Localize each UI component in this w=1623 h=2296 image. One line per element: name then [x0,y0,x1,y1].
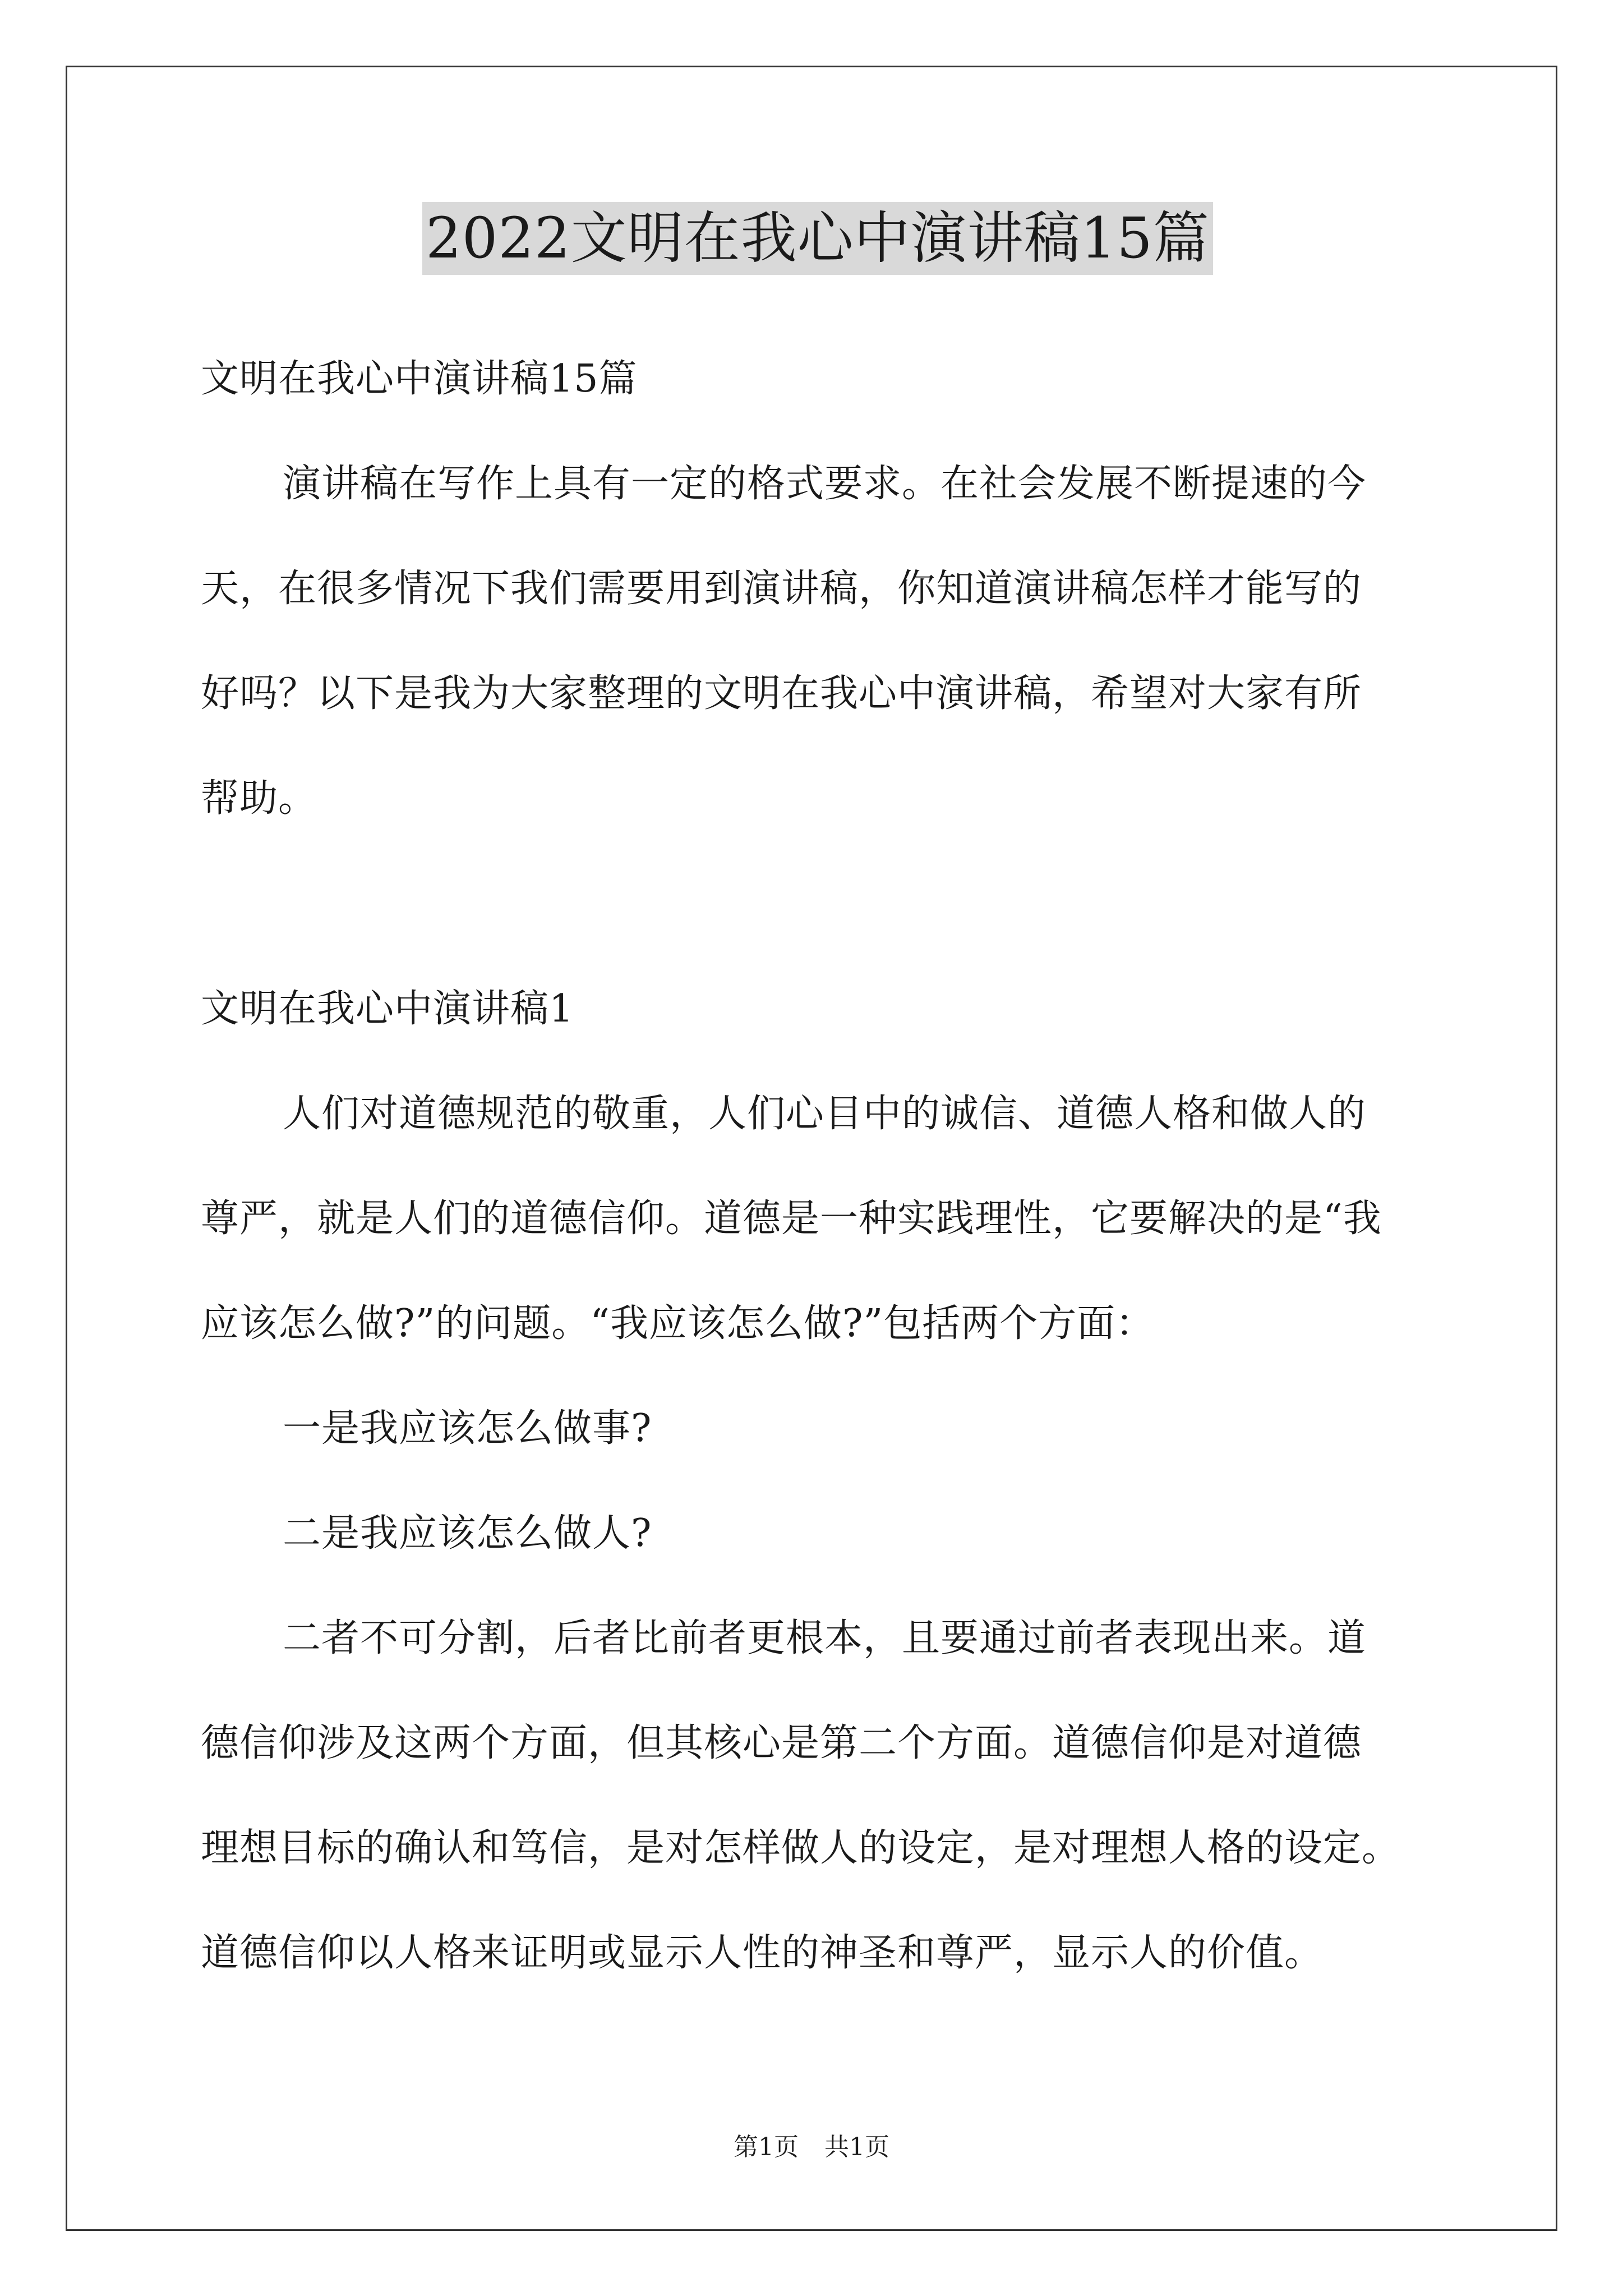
para2-line-1: 二者不可分割，后者比前者更根本，且要通过前者表现出来。道 [283,1616,1367,1660]
para2-line-2: 德信仰涉及这两个方面，但其核心是第二个方面。道德信仰是对道德 [201,1721,1362,1765]
title-container [201,202,1435,275]
para1-line-3: 应该怎么做?”的问题。“我应该怎么做?”包括两个方面： [201,1301,1155,1346]
page-footer [0,2132,1623,2163]
intro-line-3: 好吗？以下是我为大家整理的文明在我心中演讲稿，希望对大家有所 [201,671,1362,716]
para1-line-1: 人们对道德规范的敬重，人们心目中的诚信、道德人格和做人的 [283,1092,1367,1136]
para1-line-2: 尊严，就是人们的道德信仰。道德是一种实践理性，它要解决的是“我 [201,1197,1382,1241]
point-2: 二是我应该怎么做人? [283,1511,652,1556]
para2-line-3: 理想目标的确认和笃信，是对怎样做人的设定，是对理想人格的设定。 [201,1826,1401,1870]
intro-line-4: 帮助。 [201,776,317,821]
section-heading: 文明在我心中演讲稿1 [201,987,574,1031]
intro-line-2: 天，在很多情况下我们需要用到演讲稿，你知道演讲稿怎样才能写的 [201,567,1362,611]
document-subtitle: 文明在我心中演讲稿15篇 [201,357,638,401]
page-total: 共1页 [824,2133,889,2161]
para2-line-4: 道德信仰以人格来证明或显示人性的神圣和尊严，显示人的价值。 [201,1931,1324,1975]
document-title: 2022文明在我心中演讲稿15篇 [422,202,1213,275]
point-1: 一是我应该怎么做事? [283,1406,652,1451]
page-current: 第1页 [734,2133,799,2161]
intro-line-1: 演讲稿在写作上具有一定的格式要求。在社会发展不断提速的今 [283,462,1367,506]
